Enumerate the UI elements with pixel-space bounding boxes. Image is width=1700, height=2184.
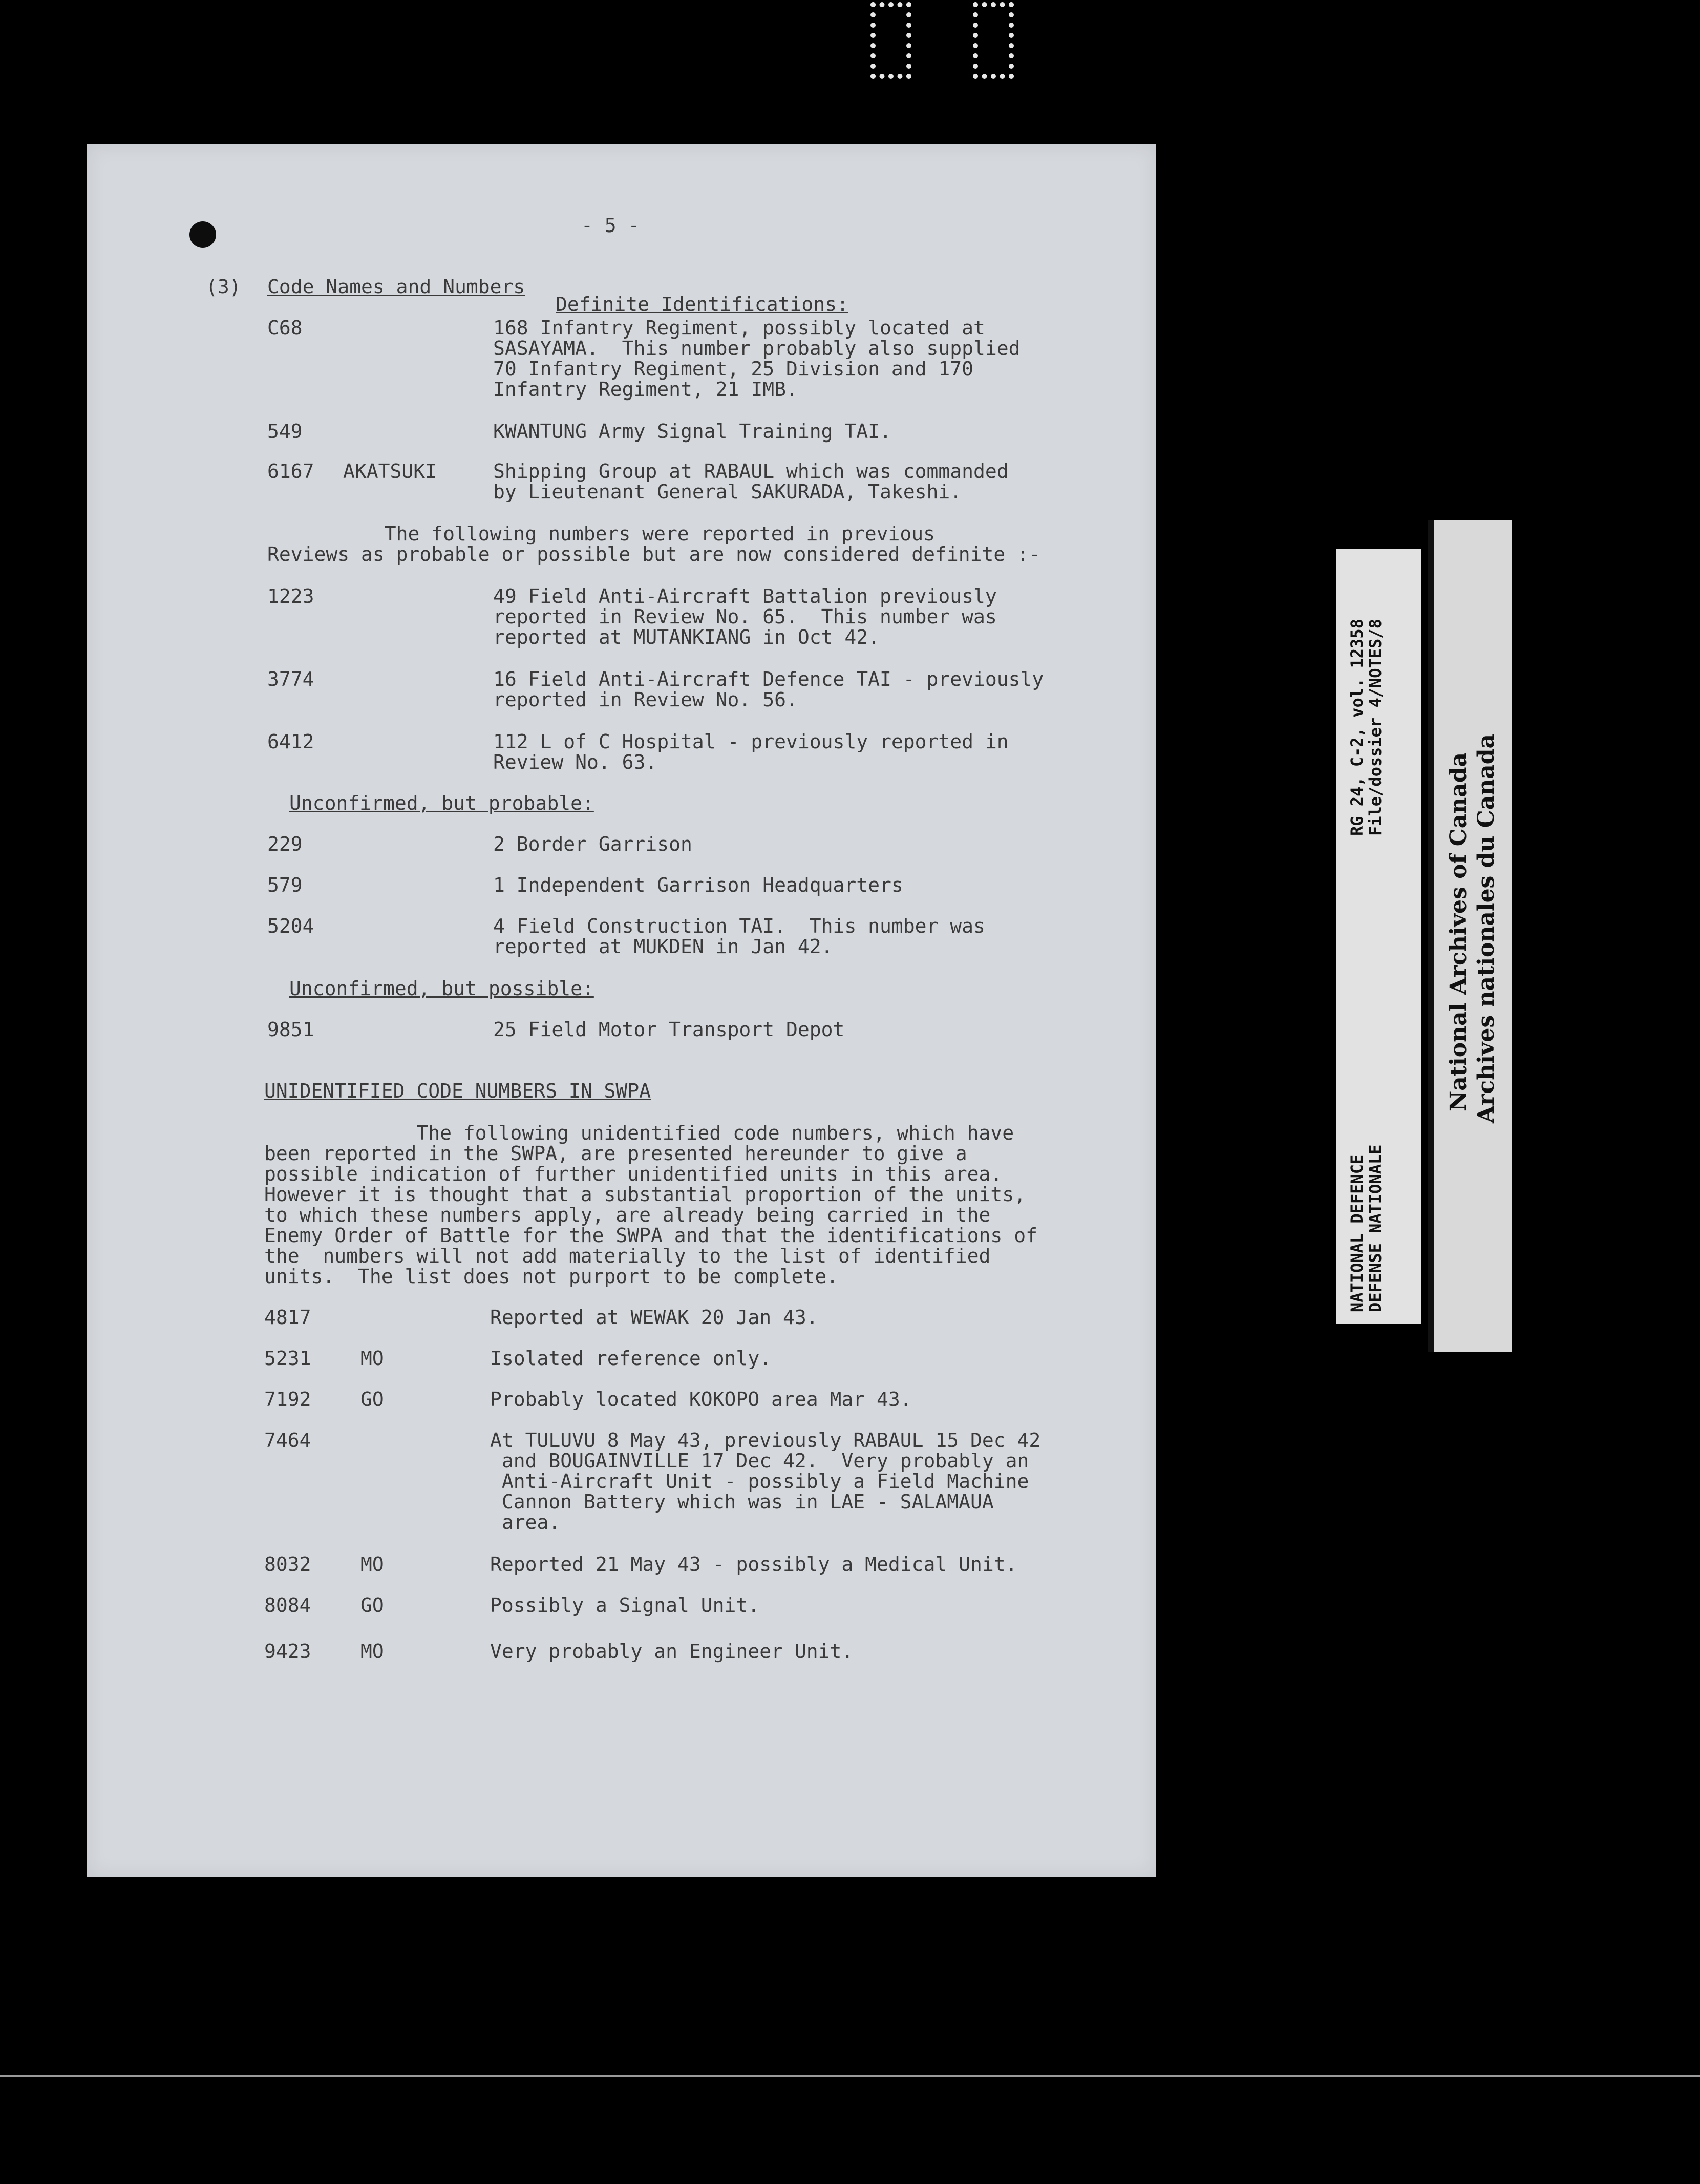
entry-line: reported in Review No. 65. This number was [493,605,997,628]
entry-line: 112 L of C Hospital - previously reported in [493,730,1009,753]
entry-line: Infantry Regiment, 21 IMB. [493,378,798,401]
entry-line: Anti-Aircraft Unit - possibly a Field Machine [490,1470,1029,1493]
code-number: 229 [267,833,303,855]
page-number: - 5 - [581,214,640,237]
entry-line: Possibly a Signal Unit. [490,1594,760,1616]
entry-line: Reported at WEWAK 20 Jan 43. [490,1306,818,1329]
swpa-intro-line: to which these numbers apply, are already being carried in the [264,1204,991,1226]
code-tag: MO [360,1640,384,1663]
frame-number [870,2,1075,85]
code-name: AKATSUKI [343,460,437,482]
entry-line: 168 Infantry Regiment, possibly located at [493,317,985,339]
code-number: 549 [267,420,303,443]
code-number: 5231 [264,1347,311,1370]
entry-line: Shipping Group at RABAUL which was commanded [493,460,1009,482]
entry-line: Reported 21 May 43 - possibly a Medical Unit. [490,1553,1017,1576]
document-page [87,144,1156,1877]
probable-heading: Unconfirmed, but probable: [289,792,594,814]
code-tag: GO [360,1594,384,1616]
section-number: (3) [206,276,241,298]
intro-line: The following numbers were reported in previous [267,522,936,545]
entry-line: Isolated reference only. [490,1347,772,1370]
frame-digit [973,2,1014,79]
reference-line: RG 24, C-2, vol. 12358 [1347,619,1367,836]
swpa-intro-line: been reported in the SWPA, are presented hereunder to give a [264,1142,967,1165]
archives-name-fr: Archives nationales du Canada [1473,733,1499,1123]
punch-hole [189,221,216,248]
swpa-intro-line: possible indication of further unidentified units in this area. [264,1163,1003,1185]
code-number: C68 [267,317,303,339]
code-number: 8032 [264,1553,311,1576]
entry-line: 16 Field Anti-Aircraft Defence TAI - previously [493,668,1044,690]
entry-line: 2 Border Garrison [493,833,692,855]
entry-line: Very probably an Engineer Unit. [490,1640,854,1663]
code-number: 9851 [267,1018,314,1041]
archives-name-en: National Archives of Canada [1446,752,1472,1111]
archive-reference-strip [1336,549,1421,1324]
entry-line: reported in Review No. 56. [493,688,798,711]
entry-line: reported at MUTANKIANG in Oct 42. [493,626,880,648]
swpa-intro-line: units. The list does not purport to be complete. [264,1265,839,1288]
code-tag: GO [360,1388,384,1411]
department-line: DEFENSE NATIONALE [1366,1144,1385,1312]
entry-line: 49 Field Anti-Aircraft Battalion previously [493,585,997,607]
entry-line: At TULUVU 8 May 43, previously RABAUL 15 Dec 42 [490,1429,1041,1452]
code-tag: MO [360,1553,384,1576]
code-number: 7192 [264,1388,311,1411]
reference-line: File/dossier 4/NOTES/8 [1366,619,1385,836]
code-number: 3774 [267,668,314,690]
entry-line: 70 Infantry Regiment, 25 Division and 170 [493,358,973,380]
frame-digit [870,2,911,79]
entry-line: by Lieutenant General SAKURADA, Takeshi. [493,480,962,503]
code-number: 6167 [267,460,314,482]
code-number: 7464 [264,1429,311,1452]
swpa-intro-line: The following unidentified code numbers, which have [264,1122,1014,1144]
entry-line: Cannon Battery which was in LAE - SALAMAUA [490,1490,994,1513]
code-tag: MO [360,1347,384,1370]
archives-label-strip [1428,520,1512,1352]
definite-heading: Definite Identifications: [556,293,848,316]
entry-line: 4 Field Construction TAI. This number was [493,915,985,937]
section-title: Code Names and Numbers [267,276,525,298]
scan-edge-line [0,2075,1700,2077]
entry-line: Review No. 63. [493,751,657,773]
entry-line: 25 Field Motor Transport Depot [493,1018,845,1041]
code-number: 9423 [264,1640,311,1663]
swpa-heading: UNIDENTIFIED CODE NUMBERS IN SWPA [264,1080,651,1102]
code-number: 579 [267,874,303,896]
code-number: 4817 [264,1306,311,1329]
swpa-intro-line: However it is thought that a substantial proportion of the units, [264,1183,1026,1206]
entry-line: 1 Independent Garrison Headquarters [493,874,903,896]
possible-heading: Unconfirmed, but possible: [289,977,594,1000]
entry-line: and BOUGAINVILLE 17 Dec 42. Very probably an [490,1450,1029,1472]
entry-line: SASAYAMA. This number probably also supplied [493,337,1021,360]
intro-line: Reviews as probable or possible but are now considered definite :- [267,543,1040,565]
entry-line: Probably located KOKOPO area Mar 43. [490,1388,912,1411]
swpa-intro-line: the numbers will not add materially to the list of identified [264,1245,991,1267]
code-number: 6412 [267,730,314,753]
code-number: 8084 [264,1594,311,1616]
entry-line: KWANTUNG Army Signal Training TAI. [493,420,891,443]
code-number: 1223 [267,585,314,607]
entry-line: area. [490,1511,561,1534]
department-line: NATIONAL DEFENCE [1347,1154,1367,1312]
swpa-intro-line: Enemy Order of Battle for the SWPA and that the identifications of [264,1224,1037,1247]
code-number: 5204 [267,915,314,937]
entry-line: reported at MUKDEN in Jan 42. [493,935,833,958]
